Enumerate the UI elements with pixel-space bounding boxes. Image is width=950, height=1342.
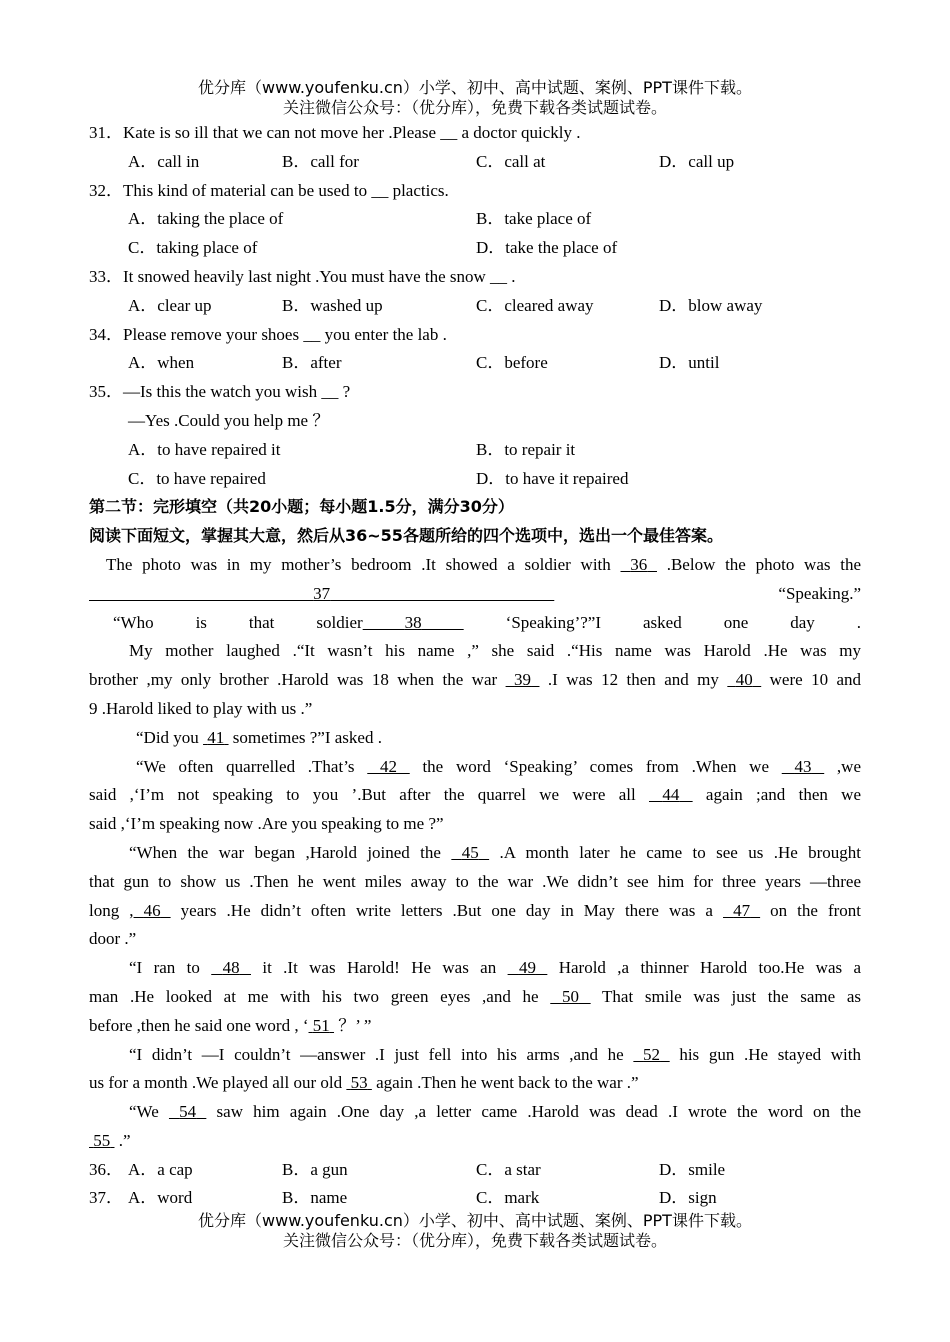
option-d: D．sign [659,1188,717,1208]
cloze-blank-38 [363,613,464,632]
option-c: C．before [476,353,548,373]
option-b: B．to repair it [476,439,576,459]
passage-text: brother ,my only brother .Harold was 18 when the war [89,670,506,690]
passage-line [89,609,861,638]
page-footer [0,1211,950,1251]
option-b: B．take place of [476,209,592,229]
question-stem: Kate is so ill that we can not move her .Please __ a doctor quickly . [123,123,581,142]
question-31: 31．Kate is so ill that we can not move her .Please __ a doctor quickly . [89,123,581,142]
passage-text: .” [114,1130,131,1150]
question-stem: —Is this the watch you wish __ ? [123,382,351,402]
exam-content [89,119,861,1213]
passage-line [89,551,861,580]
option-c: C．to have repaired [128,468,266,488]
options-35-row2 [89,465,861,494]
cloze-blank-49 [508,958,548,977]
option-a: A．word [128,1188,193,1208]
passage-text: door .” [89,929,137,949]
passage-text: “Did you [136,727,204,747]
passage-text: ‘Speaking’?”I asked one day . [463,612,862,632]
blank-number: 37 [313,583,331,603]
option-d: D．smile [659,1159,726,1179]
blank-number: 53 [350,1073,368,1093]
footer-line-1: 优分库（www.youfenku.cn）小学、初中、高中试题、案例、PPT课件下载。 [198,1211,752,1230]
cloze-blank-50 [550,987,590,1006]
passage-text: saw him again .One day ,a letter came .Harold was dead .I wrote the word on the [206,1102,861,1122]
options-32-row1 [89,205,861,234]
passage-text: said ,‘I’m not speaking to you ’.But after the quarrel we were all [89,785,649,805]
passage-line [89,1098,861,1127]
footer-line-2: 关注微信公众号：（优分库），免费下载各类试题试卷。 [282,1231,667,1250]
passage-text: us for a month .We played all our old [89,1073,347,1093]
passage-text: “We [129,1102,169,1122]
option-d: D．until [659,353,720,373]
option-d: D．blow away [659,295,763,315]
passage-line [89,781,861,810]
blank-number: 50 [561,986,579,1006]
passage-line [89,1041,861,1070]
passage-text: “I didn’t —I couldn’t —answer .I just fell into his arms ,and he [129,1044,634,1064]
option-c: C．taking place of [128,238,258,258]
cloze-blank-36 [621,555,657,574]
question-stem: It snowed heavily last night .You must have the snow __ . [123,266,516,286]
blank-number: 49 [518,958,536,978]
question-stem: Please remove your shoes __ you enter the lab . [123,324,447,344]
cloze-blank-55 [89,1131,115,1150]
option-a: A．to have repaired it [128,439,281,459]
passage-text: .A month later he came to see us .He brought [489,842,862,862]
passage-text: “Who is that soldier [113,612,363,632]
blank-number: 39 [514,670,532,690]
passage-text: My mother laughed .“It wasn’t his name ,” she said .“His name was Harold .He was my [129,641,861,661]
cloze-blank-53 [346,1073,372,1092]
cloze-blank-39 [506,670,540,689]
cloze-blank-46 [134,901,171,920]
section-title: 第二节：完形填空（共20小题；每小题1.5分，满分30分） [89,497,514,517]
page-header [0,78,950,118]
options-34 [89,349,861,378]
question-33: 33．It snowed heavily last night .You must have the snow __ . [89,266,516,286]
cloze-blank-44 [649,785,693,804]
passage-text: before ,then he said one word , ‘ [89,1015,309,1035]
passage-line [89,637,861,666]
passage-text: the word ‘Speaking’ comes from .When we [409,756,782,776]
passage-text: “When the war began ,Harold joined the [129,842,452,862]
passage-line [89,753,861,782]
passage-text: sometimes ?”I asked . [228,727,382,747]
passage-text: again ;and then we [692,785,862,805]
blank-number: 51 [312,1015,330,1035]
option-a: A．taking the place of [128,209,284,229]
option-a: A．call in [128,151,200,171]
blank-number: 48 [222,958,240,978]
blank-number: 38 [404,612,422,632]
question-stem-2: —Yes .Could you help me ？ [128,410,330,430]
cloze-blank-41 [203,728,229,747]
option-b: B．name [282,1188,348,1208]
passage-line [89,695,861,724]
passage-text: again .Then he went back to the war .” [371,1073,639,1093]
blank-number: 42 [380,756,397,776]
passage-line [89,1127,861,1156]
cloze-blank-52 [633,1045,669,1064]
question-stem: This kind of material can be used to __ plactics. [123,180,449,200]
passage-text: .I was 12 then and my [539,670,728,690]
cloze-blank-51 [309,1016,335,1035]
cloze-blank-54 [169,1102,206,1121]
passage-line [89,1069,861,1098]
passage-line [89,925,861,954]
passage-text: That smile was just the same as [590,986,861,1006]
passage-text: years .He didn’t often write letters .But one day in May there was a [170,900,724,920]
blank-number: 55 [93,1130,111,1150]
passage-line [89,666,861,695]
passage-text: “I ran to [129,958,212,978]
passage-text: .Below the photo was the [656,554,861,574]
passage-text: ,we [824,756,862,776]
passage-line [89,839,861,868]
question-35: 35．—Is this the watch you wish __ ? [89,382,351,402]
passage-text: long , [89,900,134,920]
passage-text: The photo was in my mother’s bedroom .It showed a soldier with [106,554,621,574]
blank-number: 54 [179,1102,197,1122]
passage-text: it .It was Harold! He was an [250,958,508,978]
options-32-row2 [89,234,861,263]
options-37: 37． A．word B．name C．mark D．sign [89,1184,861,1213]
passage-line [89,897,861,926]
section-instruction: 阅读下面短文，掌握其大意，然后从36~55各题所给的四个选项中，选出一个最佳答案。 [89,526,723,546]
option-c: C．a star [476,1159,541,1179]
blank-number: 41 [207,727,225,747]
passage-line [89,724,861,753]
cloze-blank-42 [367,757,409,776]
option-a: A．when [128,353,195,373]
question-35-reply [89,407,861,436]
passage-line [89,580,861,609]
header-line-1: 优分库（www.youfenku.cn）小学、初中、高中试题、案例、PPT课件下载。 [198,78,752,97]
option-d: D．to have it repaired [476,468,629,488]
passage-line [89,810,861,839]
option-b: B．call for [282,151,359,171]
passage-text: said ,‘I’m speaking now .Are you speaking to me ?” [89,814,444,834]
blank-number: 43 [794,756,812,776]
options-33 [89,292,861,321]
blank-number: 52 [643,1044,661,1064]
option-a: A．clear up [128,295,212,315]
passage-text: his gun .He stayed with [669,1044,861,1064]
options-31 [89,148,861,177]
cloze-blank-43 [782,757,824,776]
cloze-passage [89,551,861,1156]
blank-number: 40 [735,670,753,690]
option-a: A．a cap [128,1159,193,1179]
passage-text: “We often quarrelled .That’s [136,756,368,776]
blank-number: 45 [461,842,479,862]
passage-line [89,983,861,1012]
passage-text: ？’ ” [334,1015,372,1035]
cloze-blank-45 [451,843,489,862]
option-b: B．a gun [282,1159,348,1179]
passage-text: were 10 and [761,670,862,690]
option-c: C．cleared away [476,295,594,315]
option-b: B．after [282,353,342,373]
blank-number: 47 [733,900,751,920]
passage-text: Harold ,a thinner Harold too.He was a [547,958,862,978]
option-d: D．call up [659,151,735,171]
header-line-2: 关注微信公众号：（优分库），免费下载各类试题试卷。 [282,98,667,117]
blank-number: 46 [143,900,161,920]
option-b: B．washed up [282,295,383,315]
option-d: D．take the place of [476,238,618,258]
blank-number: 44 [662,785,680,805]
passage-text: man .He looked at me with his two green eyes ,and he [89,986,551,1006]
cloze-blank-48 [211,958,251,977]
passage-text: on the front [760,900,862,920]
passage-text: that gun to show us .Then he went miles away to the war .We didn’t see him for three years —three [89,871,861,891]
option-c: C．mark [476,1188,540,1208]
cloze-blank-40 [727,670,761,689]
cloze-blank-47 [723,901,760,920]
passage-line [89,954,861,983]
question-32: 32．This kind of material can be used to __ plactics. [89,180,449,200]
blank-number: 36 [630,554,648,574]
passage-text: 9 .Harold liked to play with us .” [89,698,313,718]
option-c: C．call at [476,151,546,171]
passage-line [89,1012,861,1041]
options-36: 36． A．a cap B．a gun C．a star D．smile [89,1156,861,1185]
passage-line [89,868,861,897]
options-35-row1 [89,436,861,465]
cloze-blank-37 [89,584,554,603]
passage-text: “Speaking.” [554,583,862,603]
question-34: 34．Please remove your shoes __ you enter the lab . [89,324,447,344]
